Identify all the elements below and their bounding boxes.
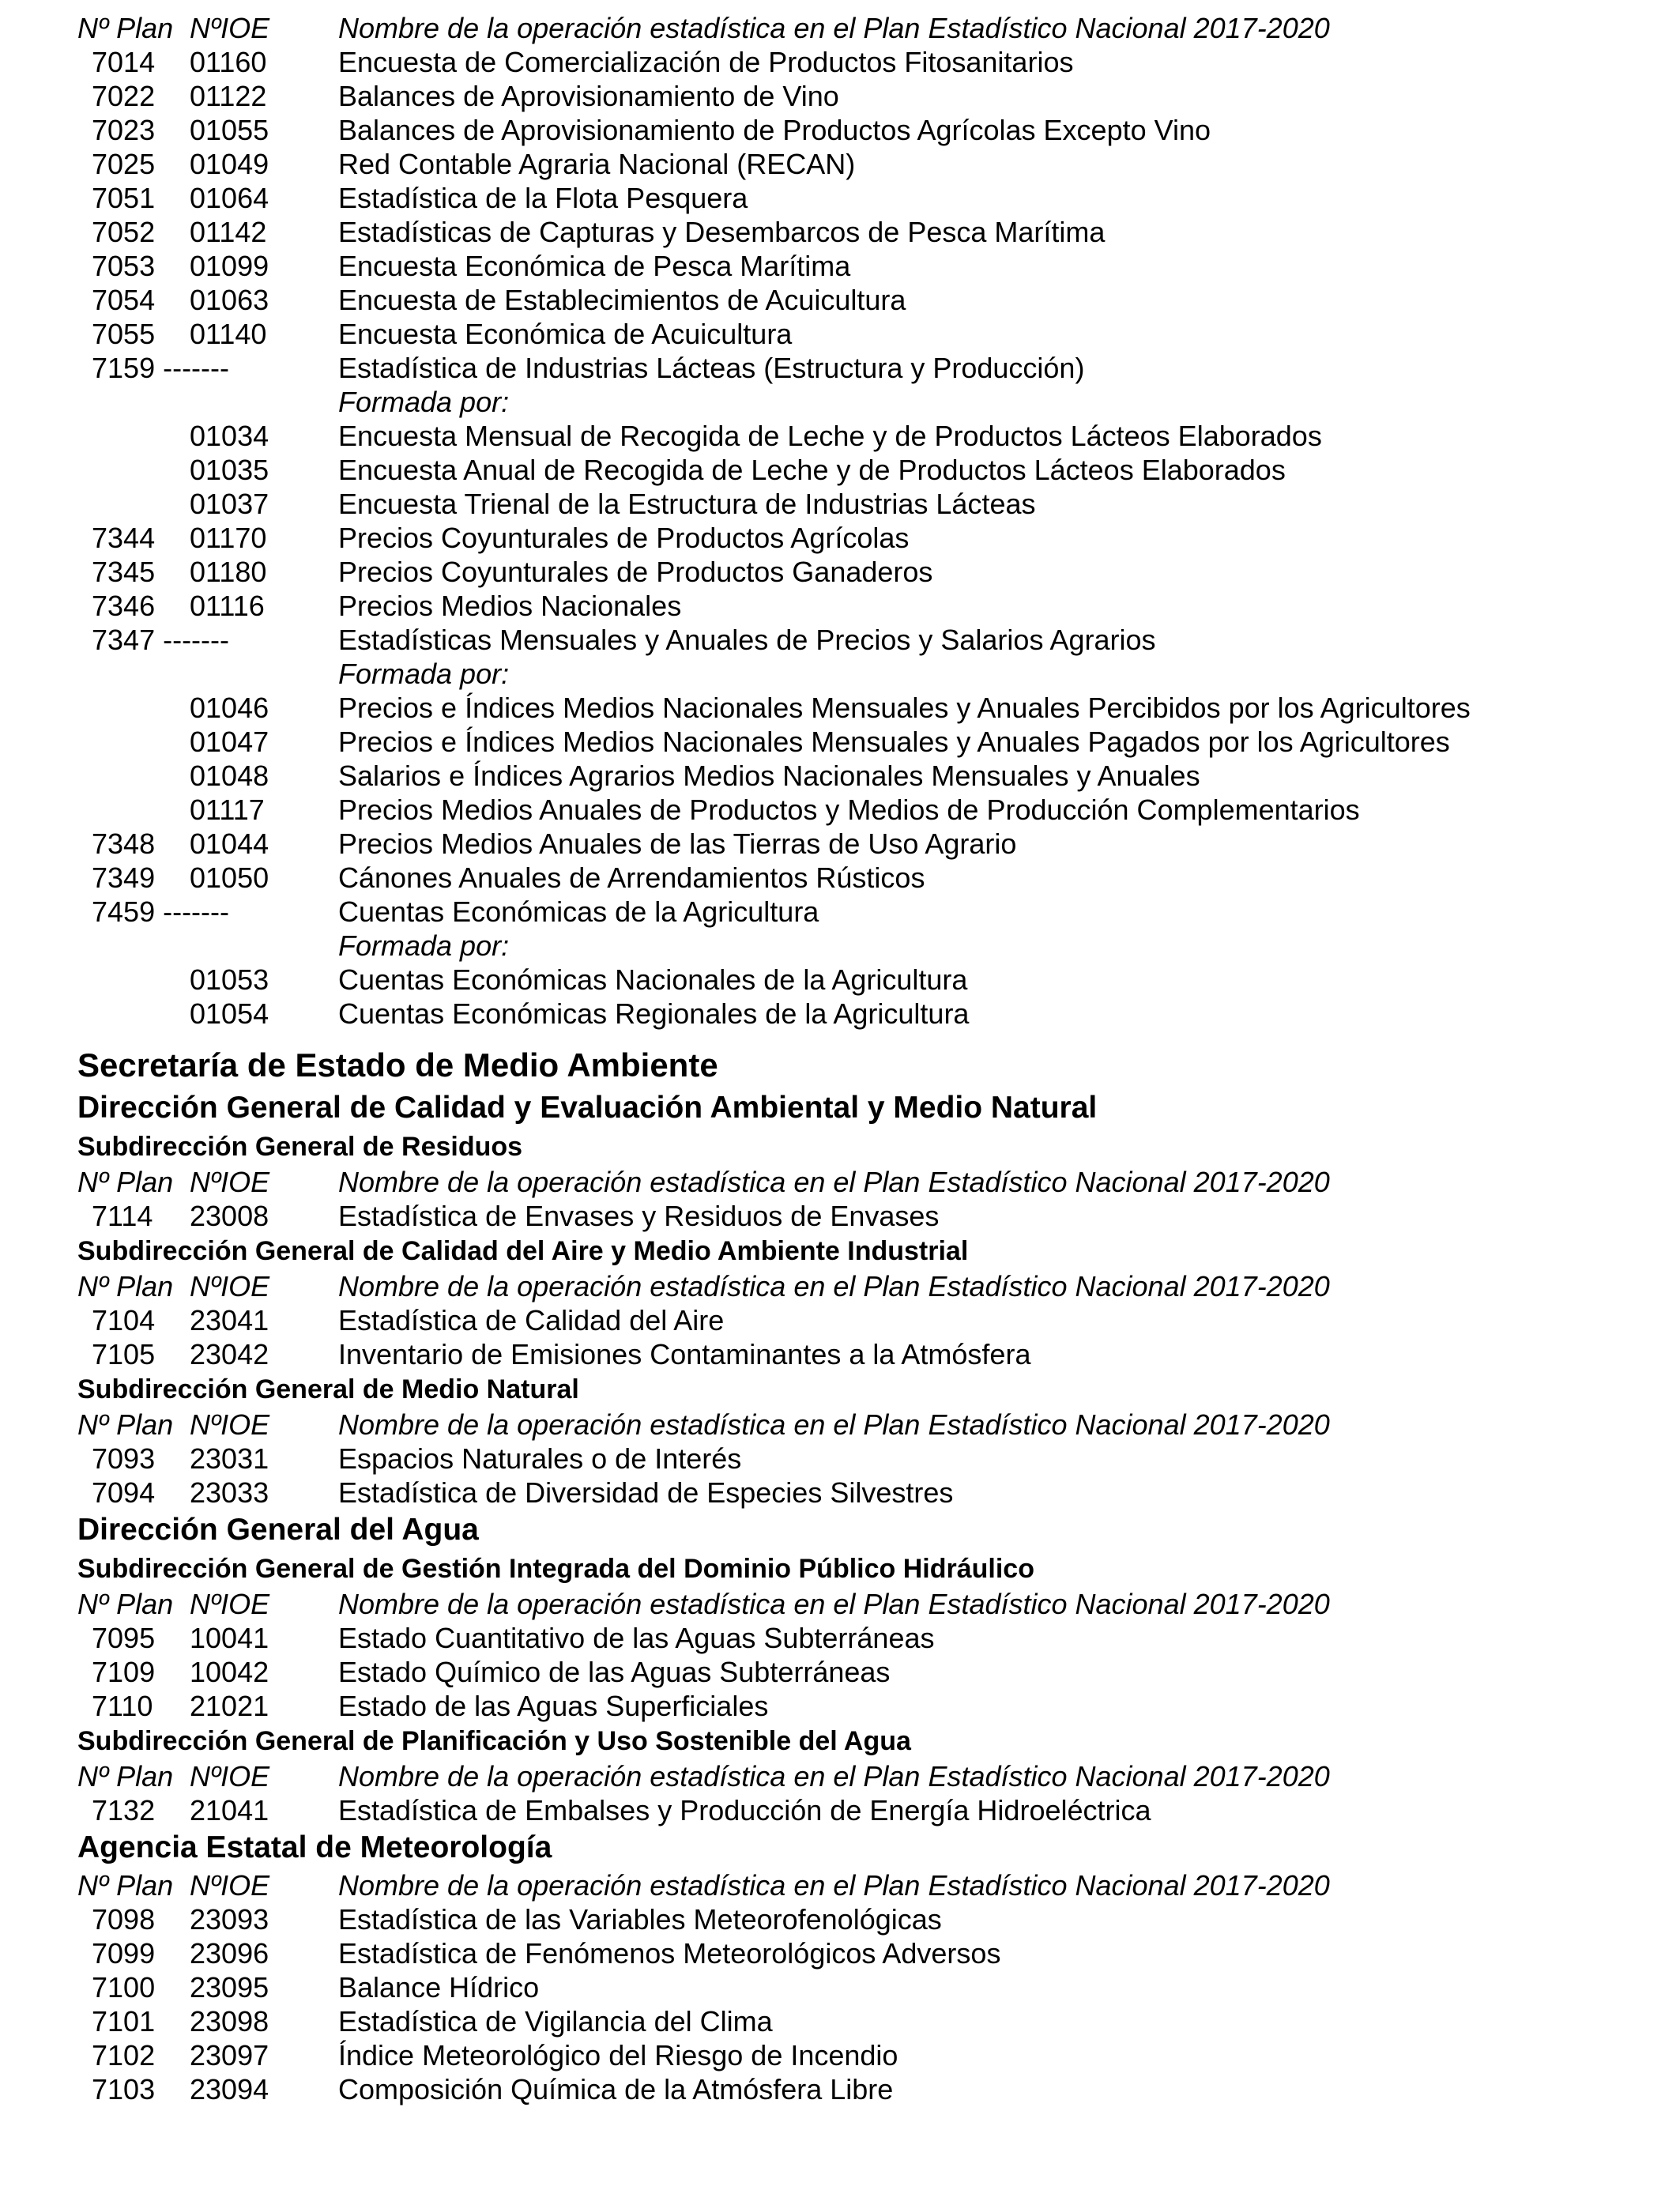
name-cell: Estadística de Diversidad de Especies Silvestres [338, 1476, 954, 1509]
document-page [0, 11, 1680, 2106]
name-cell: Estadística de la Flota Pesquera [338, 182, 748, 214]
table-row [0, 113, 1680, 147]
sub-gestion-heading: Subdirección General de Gestión Integrada del Dominio Público Hidráulico [77, 1554, 1034, 1584]
header-name: Nombre de la operación estadística en el Plan Estadístico Nacional 2017-2020 [338, 1408, 1330, 1441]
column-header-row [0, 1868, 1680, 1902]
table-row [0, 827, 1680, 861]
table-row [0, 2038, 1680, 2072]
ioe-cell: 23008 [190, 1200, 269, 1232]
ioe-cell: 01117 [190, 794, 265, 826]
plan-cell: 7114 [92, 1200, 153, 1232]
table-aire [0, 1303, 1680, 1371]
name-cell: Balance Hídrico [338, 1971, 540, 2004]
ioe-cell: 01055 [190, 114, 269, 146]
name-cell: Precios Coyunturales de Productos Ganaderos [338, 556, 933, 588]
ioe-cell: 01180 [190, 556, 267, 588]
plan-cell: 7102 [92, 2039, 156, 2071]
plan-cell: 7094 [92, 1476, 156, 1509]
name-cell: Balances de Aprovisionamiento de Productos Agrícolas Excepto Vino [338, 114, 1211, 146]
dg-calidad-heading: Dirección General de Calidad y Evaluación Ambiental y Medio Natural [77, 1091, 1098, 1125]
name-cell: Cánones Anuales de Arrendamientos Rústicos [338, 861, 925, 894]
sub-residuos-heading: Subdirección General de Residuos [77, 1132, 523, 1162]
column-header-row [0, 1408, 1680, 1442]
table-row [0, 555, 1680, 589]
name-cell: Estadísticas de Capturas y Desembarcos de Pesca Marítima [338, 216, 1106, 248]
name-cell: Precios Medios Anuales de las Tierras de Uso Agrario [338, 827, 1017, 860]
header-ioe: NºIOE [190, 1869, 270, 1902]
column-header-row [0, 1759, 1680, 1793]
formada-por-row [0, 385, 1680, 419]
name-cell: Encuesta Económica de Acuicultura [338, 318, 793, 350]
aemet-heading: Agencia Estatal de Meteorología [77, 1830, 552, 1864]
ioe-cell: 23098 [190, 2005, 269, 2038]
ioe-cell: 21041 [190, 1794, 269, 1826]
table-row [0, 351, 1680, 385]
header-plan: Nº Plan [77, 1588, 174, 1620]
table-row [0, 1442, 1680, 1476]
ioe-cell: 01049 [190, 148, 269, 180]
table-row [0, 589, 1680, 623]
ioe-cell: 01122 [190, 80, 267, 112]
table-row [0, 691, 1680, 725]
sub-aire-heading: Subdirección General de Calidad del Aire y Medio Ambiente Industrial [77, 1236, 969, 1266]
ioe-cell: 23097 [190, 2039, 269, 2071]
table-residuos [0, 1199, 1680, 1233]
header-name: Nombre de la operación estadística en el Plan Estadístico Nacional 2017-2020 [338, 1270, 1330, 1302]
plan-cell: 7023 [92, 114, 156, 146]
table-row [0, 45, 1680, 79]
table-row [0, 861, 1680, 895]
plan-cell: 7093 [92, 1442, 156, 1475]
plan-cell: 7345 [92, 556, 156, 588]
ioe-cell: 01046 [190, 692, 269, 724]
ioe-cell: 01053 [190, 963, 269, 996]
name-cell: Estadística de Embalses y Producción de Energía Hidroeléctrica [338, 1794, 1151, 1826]
table-row [0, 2004, 1680, 2038]
ioe-cell: 01054 [190, 997, 269, 1030]
header-plan: Nº Plan [77, 1408, 174, 1441]
plan-cell: 7099 [92, 1937, 156, 1970]
ioe-cell: 10041 [190, 1622, 269, 1654]
ioe-cell: 01140 [190, 318, 267, 350]
name-cell: Precios Medios Nacionales [338, 590, 682, 622]
table-row [0, 1337, 1680, 1371]
ioe-cell: 23094 [190, 2073, 269, 2105]
ioe-cell: 23096 [190, 1937, 269, 1970]
table-row [0, 487, 1680, 521]
plan-cell: 7347 ------- [92, 624, 230, 656]
name-cell: Encuesta Anual de Recogida de Leche y de Productos Lácteos Elaborados [338, 454, 1286, 486]
name-cell: Encuesta Mensual de Recogida de Leche y de Productos Lácteos Elaborados [338, 420, 1322, 452]
name-cell: Precios e Índices Medios Nacionales Mensuales y Anuales Pagados por los Agricultores [338, 726, 1450, 758]
name-cell: Encuesta de Establecimientos de Acuicultura [338, 284, 906, 316]
name-cell: Encuesta Económica de Pesca Marítima [338, 250, 851, 282]
plan-cell: 7159 ------- [92, 352, 230, 384]
formada-por-row [0, 929, 1680, 963]
table-row [0, 963, 1680, 997]
name-cell: Estadísticas Mensuales y Anuales de Precios y Salarios Agrarios [338, 624, 1156, 656]
plan-cell: 7346 [92, 590, 156, 622]
table-row [0, 2072, 1680, 2106]
ioe-cell: 23033 [190, 1476, 269, 1509]
plan-cell: 7132 [92, 1794, 156, 1826]
name-cell: Estado de las Aguas Superficiales [338, 1690, 769, 1722]
table-row [0, 215, 1680, 249]
plan-cell: 7101 [92, 2005, 156, 2038]
name-cell: Cuentas Económicas de la Agricultura [338, 895, 819, 928]
ioe-cell: 01160 [190, 46, 267, 78]
header-plan: Nº Plan [77, 12, 174, 44]
ioe-cell: 01099 [190, 250, 269, 282]
plan-cell: 7098 [92, 1903, 156, 1936]
formada-por-row [0, 657, 1680, 691]
table-row [0, 1689, 1680, 1723]
column-header-row [0, 11, 1680, 45]
header-name: Nombre de la operación estadística en el Plan Estadístico Nacional 2017-2020 [338, 1760, 1330, 1793]
ioe-cell: 23031 [190, 1442, 269, 1475]
plan-cell: 7348 [92, 827, 156, 860]
header-name: Nombre de la operación estadística en el Plan Estadístico Nacional 2017-2020 [338, 1166, 1330, 1198]
ioe-cell: 01047 [190, 726, 269, 758]
table-row [0, 1303, 1680, 1337]
dg-agua-heading: Dirección General del Agua [77, 1513, 479, 1547]
name-cell: Estadística de Industrias Lácteas (Estructura y Producción) [338, 352, 1085, 384]
table-planificacion [0, 1793, 1680, 1827]
plan-cell: 7095 [92, 1622, 156, 1654]
plan-cell: 7054 [92, 284, 156, 316]
name-cell: Encuesta de Comercialización de Productos Fitosanitarios [338, 46, 1074, 78]
sub-natural-heading: Subdirección General de Medio Natural [77, 1374, 579, 1404]
header-plan: Nº Plan [77, 1760, 174, 1793]
ioe-cell: 23042 [190, 1338, 269, 1370]
table-row [0, 249, 1680, 283]
name-cell: Estadística de Calidad del Aire [338, 1304, 725, 1336]
ioe-cell: 23093 [190, 1903, 269, 1936]
name-cell: Estado Cuantitativo de las Aguas Subterráneas [338, 1622, 935, 1654]
table-row [0, 147, 1680, 181]
plan-cell: 7025 [92, 148, 156, 180]
ioe-cell: 01037 [190, 488, 269, 520]
name-cell: Salarios e Índices Agrarios Medios Nacionales Mensuales y Anuales [338, 760, 1200, 792]
plan-cell: 7055 [92, 318, 156, 350]
plan-cell: 7110 [92, 1690, 153, 1722]
ioe-cell: 23095 [190, 1971, 269, 2004]
table-row [0, 79, 1680, 113]
header-ioe: NºIOE [190, 1166, 270, 1198]
table-row [0, 453, 1680, 487]
table-row [0, 623, 1680, 657]
table-aemet [0, 1902, 1680, 2106]
ioe-cell: 01063 [190, 284, 269, 316]
table-row [0, 1199, 1680, 1233]
table-row [0, 283, 1680, 317]
ioe-cell: 01064 [190, 182, 269, 214]
header-ioe: NºIOE [190, 1408, 270, 1441]
name-cell: Cuentas Económicas Regionales de la Agricultura [338, 997, 970, 1030]
name-cell: Encuesta Trienal de la Estructura de Industrias Lácteas [338, 488, 1036, 520]
ioe-cell: 01034 [190, 420, 269, 452]
ioe-cell: 01044 [190, 827, 269, 860]
name-cell: Precios e Índices Medios Nacionales Mensuales y Anuales Percibidos por los Agricultores [338, 692, 1471, 724]
table-row [0, 1902, 1680, 1936]
table-row [0, 521, 1680, 555]
header-ioe: NºIOE [190, 1588, 270, 1620]
header-plan: Nº Plan [77, 1270, 174, 1302]
header-name: Nombre de la operación estadística en el Plan Estadístico Nacional 2017-2020 [338, 1869, 1330, 1902]
ioe-cell: 10042 [190, 1656, 269, 1688]
plan-cell: 7344 [92, 522, 156, 554]
sub-planificacion-heading: Subdirección General de Planificación y Uso Sostenible del Agua [77, 1726, 911, 1756]
name-cell: Estado Químico de las Aguas Subterráneas [338, 1656, 891, 1688]
plan-cell: 7349 [92, 861, 156, 894]
table-row [0, 1970, 1680, 2004]
name-cell: Inventario de Emisiones Contaminantes a la Atmósfera [338, 1338, 1031, 1370]
table-row [0, 793, 1680, 827]
column-header-row [0, 1587, 1680, 1621]
ioe-cell: 01035 [190, 454, 269, 486]
table-row [0, 1936, 1680, 1970]
column-header-row [0, 1269, 1680, 1303]
table-row [0, 997, 1680, 1031]
plan-cell: 7052 [92, 216, 156, 248]
name-cell: Formada por: [338, 929, 510, 962]
plan-cell: 7104 [92, 1304, 156, 1336]
ioe-cell: 21021 [190, 1690, 269, 1722]
name-cell: Estadística de las Variables Meteorofenológicas [338, 1903, 942, 1936]
table-gestion [0, 1621, 1680, 1723]
name-cell: Precios Coyunturales de Productos Agrícolas [338, 522, 910, 554]
header-plan: Nº Plan [77, 1166, 174, 1198]
table-row [0, 317, 1680, 351]
name-cell: Estadística de Envases y Residuos de Envases [338, 1200, 940, 1232]
table-row [0, 1793, 1680, 1827]
ioe-cell: 01048 [190, 760, 269, 792]
secretaria-heading: Secretaría de Estado de Medio Ambiente [77, 1046, 718, 1084]
table-top [0, 45, 1680, 1031]
plan-cell: 7109 [92, 1656, 156, 1688]
name-cell: Red Contable Agraria Nacional (RECAN) [338, 148, 856, 180]
table-row [0, 419, 1680, 453]
table-row [0, 1476, 1680, 1510]
name-cell: Balances de Aprovisionamiento de Vino [338, 80, 839, 112]
ioe-cell: 01170 [190, 522, 267, 554]
table-row [0, 759, 1680, 793]
header-ioe: NºIOE [190, 1760, 270, 1793]
table-row [0, 1621, 1680, 1655]
plan-cell: 7100 [92, 1971, 156, 2004]
table-row [0, 895, 1680, 929]
plan-cell: 7459 ------- [92, 895, 230, 928]
name-cell: Estadística de Fenómenos Meteorológicos Adversos [338, 1937, 1001, 1970]
plan-cell: 7014 [92, 46, 156, 78]
header-name: Nombre de la operación estadística en el Plan Estadístico Nacional 2017-2020 [338, 12, 1330, 44]
header-name: Nombre de la operación estadística en el Plan Estadístico Nacional 2017-2020 [338, 1588, 1330, 1620]
column-header-row [0, 1165, 1680, 1199]
plan-cell: 7105 [92, 1338, 156, 1370]
name-cell: Cuentas Económicas Nacionales de la Agricultura [338, 963, 968, 996]
name-cell: Precios Medios Anuales de Productos y Medios de Producción Complementarios [338, 794, 1360, 826]
plan-cell: 7053 [92, 250, 156, 282]
table-natural [0, 1442, 1680, 1510]
name-cell: Composición Química de la Atmósfera Libre [338, 2073, 894, 2105]
header-ioe: NºIOE [190, 12, 270, 44]
name-cell: Formada por: [338, 658, 510, 690]
name-cell: Estadística de Vigilancia del Clima [338, 2005, 773, 2038]
table-row [0, 725, 1680, 759]
header-ioe: NºIOE [190, 1270, 270, 1302]
ioe-cell: 01116 [190, 590, 265, 622]
name-cell: Formada por: [338, 386, 510, 418]
plan-cell: 7051 [92, 182, 156, 214]
plan-cell: 7022 [92, 80, 156, 112]
name-cell: Espacios Naturales o de Interés [338, 1442, 742, 1475]
name-cell: Índice Meteorológico del Riesgo de Incendio [338, 2039, 898, 2071]
table-row [0, 1655, 1680, 1689]
ioe-cell: 01142 [190, 216, 267, 248]
ioe-cell: 01050 [190, 861, 269, 894]
header-plan: Nº Plan [77, 1869, 174, 1902]
ioe-cell: 23041 [190, 1304, 269, 1336]
plan-cell: 7103 [92, 2073, 156, 2105]
table-row [0, 181, 1680, 215]
